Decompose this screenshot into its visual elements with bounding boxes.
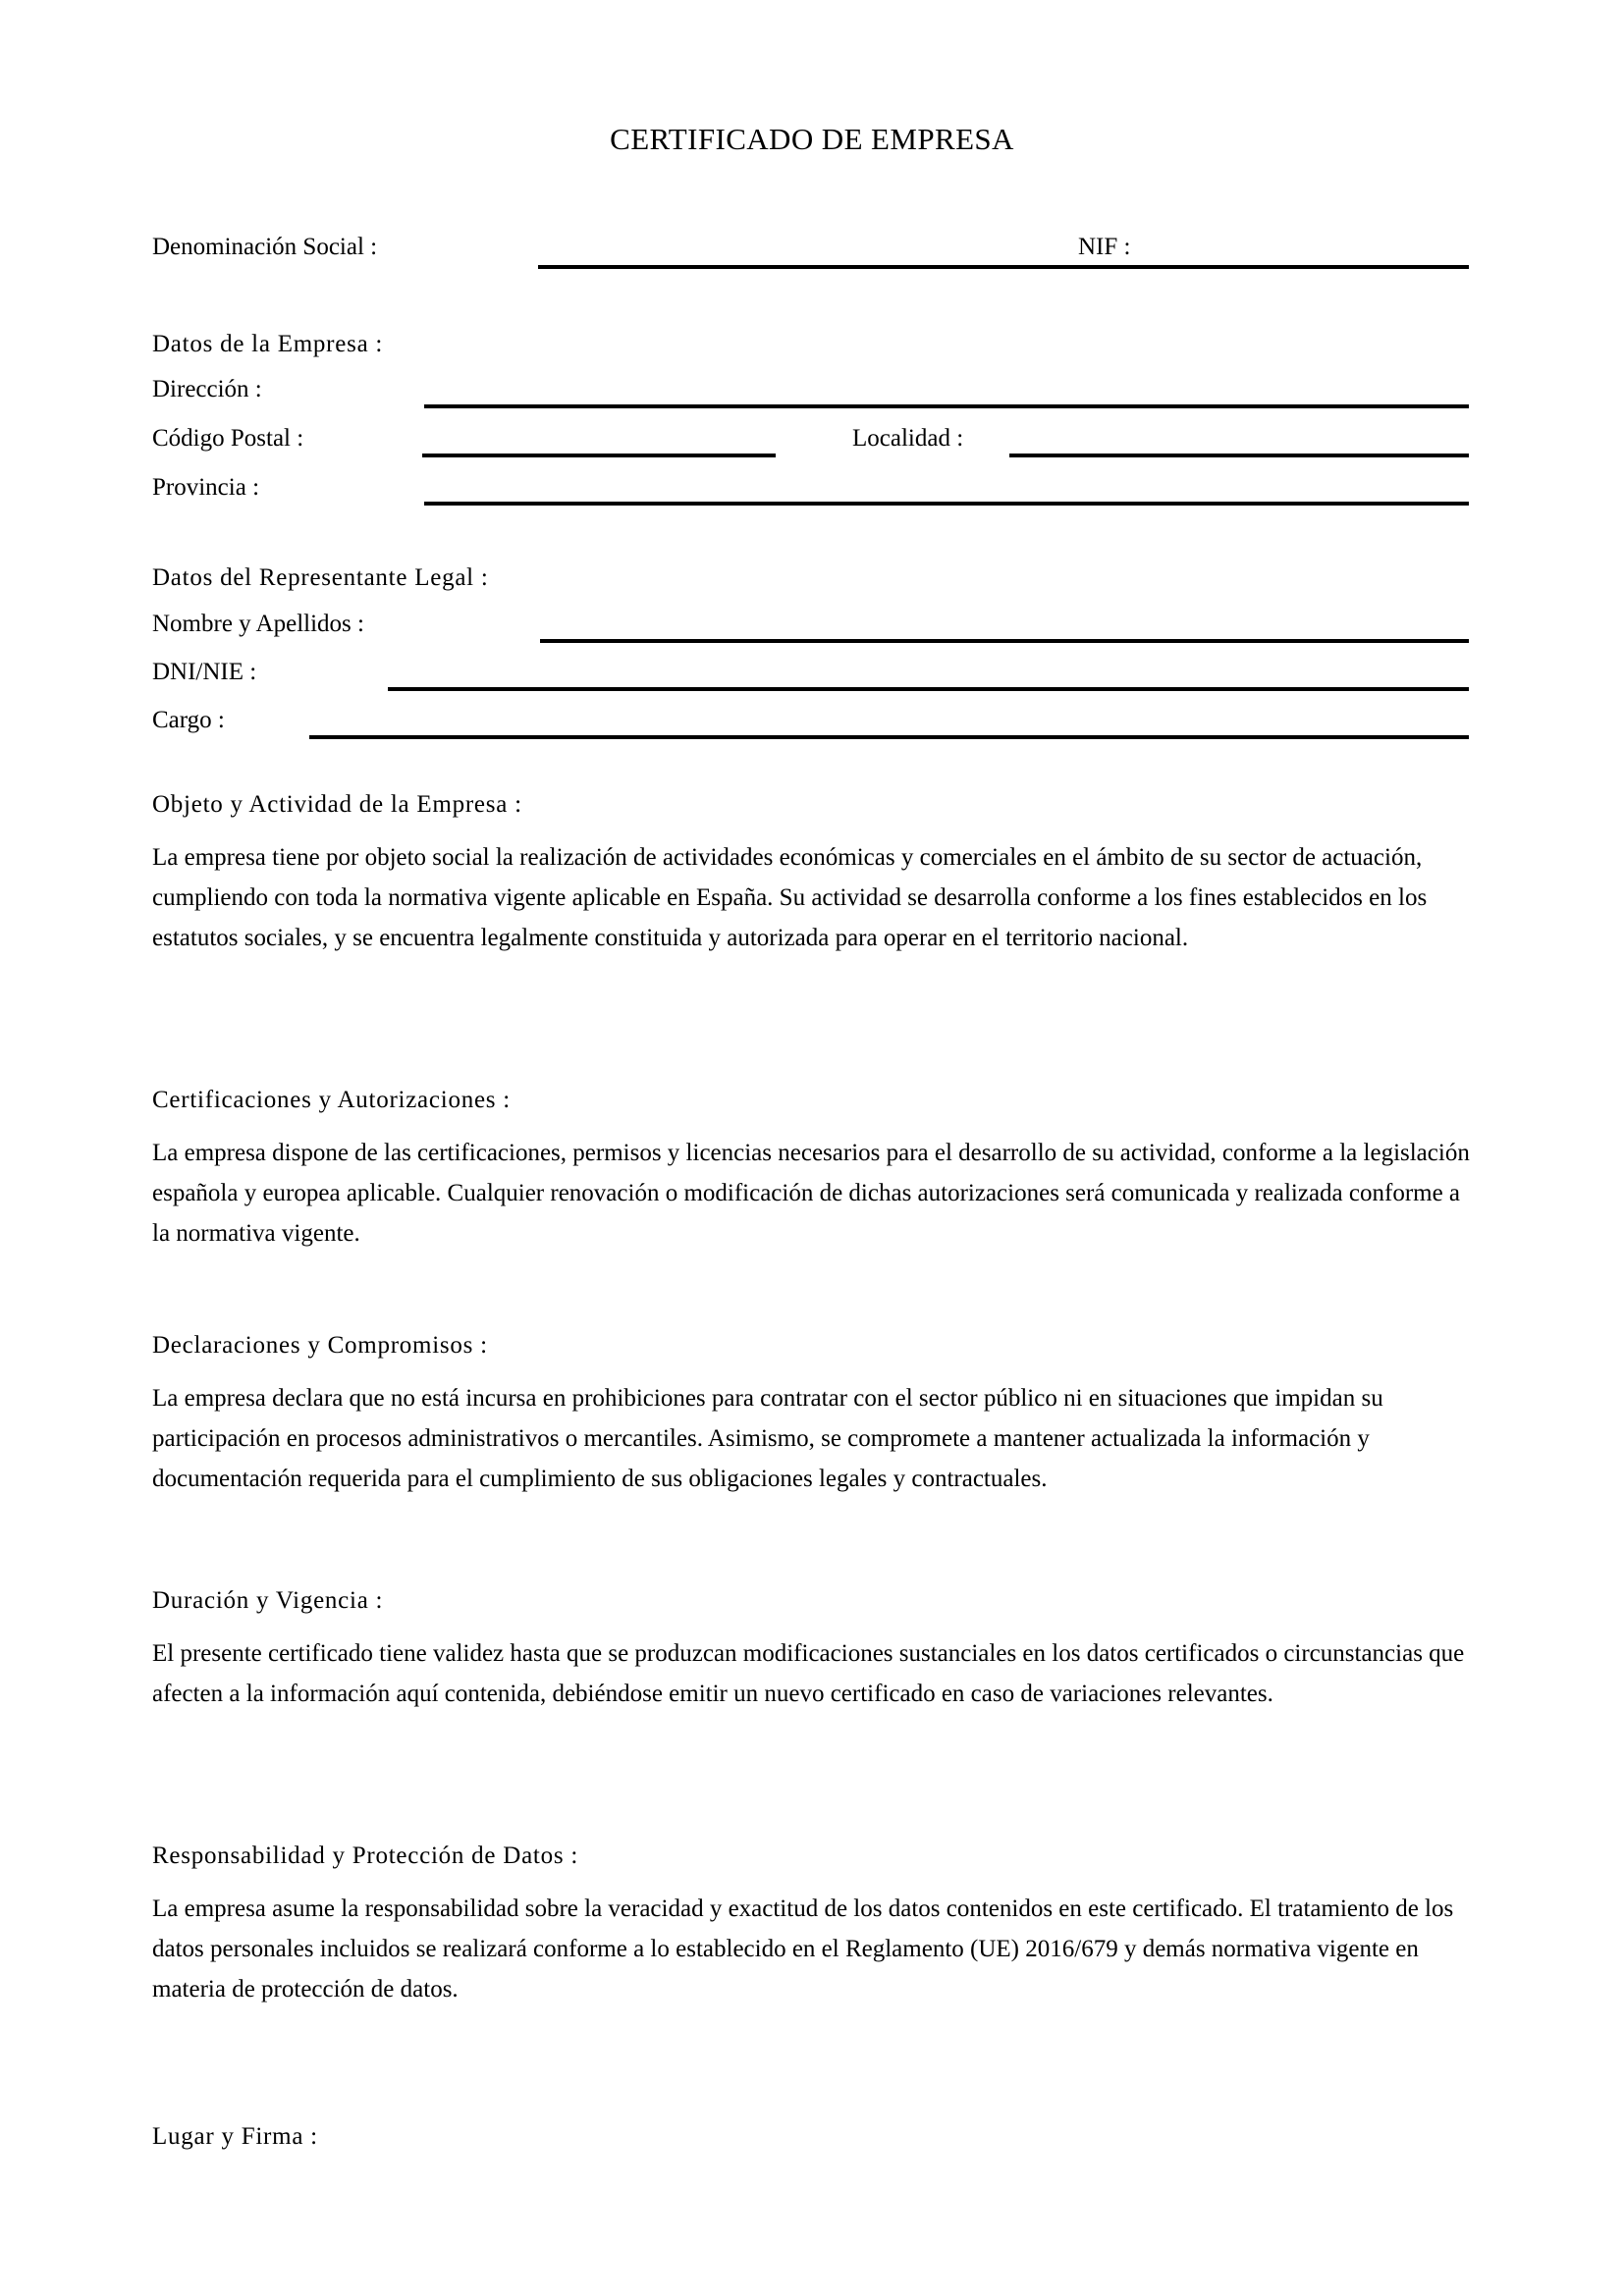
- provincia-label: Provincia :: [152, 474, 260, 501]
- section-heading-declaraciones: Declaraciones y Compromisos :: [152, 1332, 488, 1359]
- section-body-objeto-actividad: La empresa tiene por objeto social la realización de actividades económicas y comerciales en el ámbito de su sector de actuación, cumpliendo con toda la normativa vigente aplicable en España. Su actividad se desarrolla conforme a los fines establecidos en los estatutos sociales, y se encuentra legalmente constituida y autorizada para operar en el territorio nacional.: [152, 844, 1428, 951]
- dni-nie-label: DNI/NIE :: [152, 659, 257, 685]
- section-heading-certificaciones: Certificaciones y Autorizaciones :: [152, 1087, 511, 1113]
- section-heading-lugar-firma: Lugar y Firma :: [152, 2123, 318, 2150]
- section-body-declaraciones: La empresa declara que no está incursa en prohibiciones para contratar con el sector público ni en situaciones que impidan su participación en procesos administrativos o mercantiles. Asimismo, se compromete a mantener actualizada la información y documentación requerida para el cumplimiento de sus obligaciones legales y contractuales.: [152, 1385, 1383, 1492]
- nombre-apellidos-input-rule[interactable]: [540, 639, 1469, 643]
- direccion-label: Dirección :: [152, 376, 262, 402]
- section-heading-responsabilidad-proteccion-datos: Responsabilidad y Protección de Datos :: [152, 1842, 579, 1869]
- cargo-input-rule[interactable]: [309, 735, 1469, 739]
- section-body-duracion-vigencia: El presente certificado tiene validez hasta que se produzcan modificaciones sustanciales en los datos certificados o circunstancias que afecten a la información aquí contenida, debiéndose emitir un nuevo certificado en caso de variaciones relevantes.: [152, 1640, 1465, 1707]
- nif-label: NIF :: [1078, 234, 1131, 260]
- provincia-input-rule[interactable]: [424, 502, 1469, 506]
- page-title: CERTIFICADO DE EMPRESA: [610, 122, 1014, 156]
- denominacion-social-label: Denominación Social :: [152, 234, 378, 260]
- dni-nie-input-rule[interactable]: [388, 687, 1469, 691]
- localidad-label: Localidad :: [852, 425, 964, 452]
- section-body-certificaciones: La empresa dispone de las certificaciones, permisos y licencias necesarios para el desarrollo de su actividad, conforme a la legislación española y europea aplicable. Cualquier renovación o modificación de dichas autorizaciones será comunicada y realizada conforme a la normativa vigente.: [152, 1140, 1470, 1247]
- direccion-input-rule[interactable]: [424, 404, 1469, 408]
- denominacion-nif-input-rule[interactable]: [538, 265, 1469, 269]
- nombre-apellidos-label: Nombre y Apellidos :: [152, 611, 364, 637]
- company-data-section-label: Datos de la Empresa :: [152, 331, 384, 357]
- localidad-input-rule[interactable]: [1009, 454, 1469, 457]
- representative-data-section-label: Datos del Representante Legal :: [152, 564, 489, 591]
- codigo-postal-input-rule[interactable]: [422, 454, 776, 457]
- section-body-responsabilidad-proteccion-datos: La empresa asume la responsabilidad sobre la veracidad y exactitud de los datos contenidos en este certificado. El tratamiento de los datos personales incluidos se realizará conforme a lo establecido en el Reglamento (UE) 2016/679 y demás normativa vigente en materia de protección de datos.: [152, 1896, 1454, 2002]
- section-heading-objeto-actividad: Objeto y Actividad de la Empresa :: [152, 791, 522, 818]
- cargo-label: Cargo :: [152, 707, 225, 733]
- codigo-postal-label: Código Postal :: [152, 425, 304, 452]
- section-heading-duracion-vigencia: Duración y Vigencia :: [152, 1587, 384, 1614]
